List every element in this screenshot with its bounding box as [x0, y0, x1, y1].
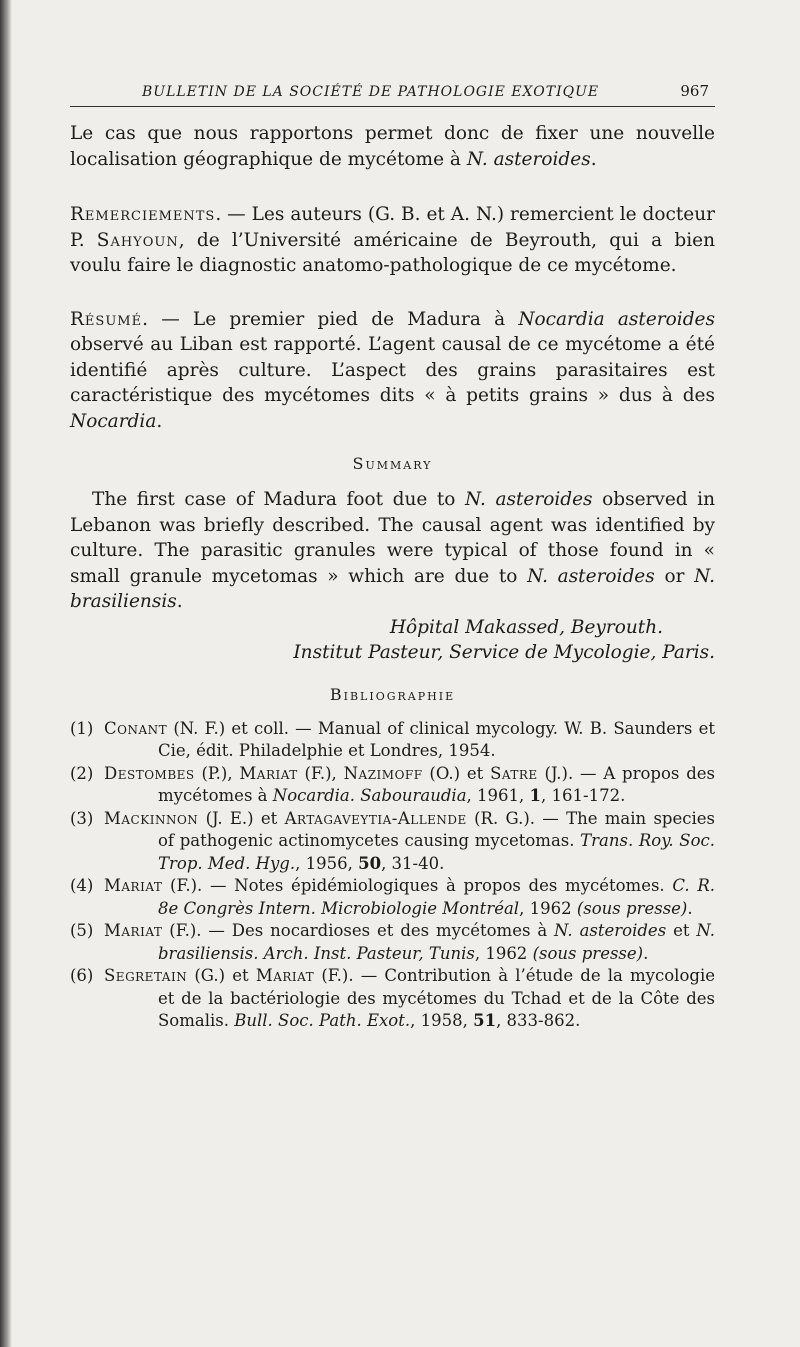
reference-item: (3) Mackinnon (J. E.) et Artagaveytia-Allende (R. G.). — The main species of pathogenic actinomycetes causing mycetomas. Trans. Roy. Soc. Trop. Med. Hyg., 1956, 50, 31-40. — [70, 808, 715, 873]
bibliography-list — [70, 718, 715, 1033]
page — [70, 70, 715, 1033]
resume-paragraph: Résumé. — Le premier pied de Madura à Nocardia asteroides observé au Liban est rapporté. L’agent causal de ce mycétome a été identifié après culture. L’aspect des grains parasitaires est caractéristique des mycétomes dits « à petits grains » dus à des Nocardia. — [70, 308, 715, 432]
conclusion-paragraph: Le cas que nous rapportons permet donc de fixer une nouvelle localisation géographique de mycétome à N. asteroides. — [70, 123, 715, 170]
running-title: BULLETIN DE LA SOCIÉTÉ DE PATHOLOGIE EXOTIQUE — [142, 84, 600, 100]
reference-item: (6) Segretain (G.) et Mariat (F.). — Contribution à l’étude de la mycologie et de la bactériologie des mycétomes du Tchad et de la Côte des Somalis. Bull. Soc. Path. Exot., 1958, 51, 833-862. — [70, 966, 715, 1030]
page-number: 967 — [680, 82, 709, 100]
running-header — [70, 70, 715, 107]
page-binding-edge — [0, 0, 12, 1347]
acknowledgements-label: Remerciements — [70, 204, 216, 225]
reference-item: (1) Conant (N. F.) et coll. — Manual of clinical mycology. W. B. Saunders et Cie, édit. Philadelphie et Londres, 1954. — [70, 718, 715, 760]
summary-paragraph: The first case of Madura foot due to N. asteroides observed in Lebanon was briefly described. The causal agent was identified by culture. The parasitic granules were typical of those found in « small granule mycetomas » which are due to N. asteroides or N. brasiliensis. — [70, 489, 716, 612]
acknowledgements-paragraph: Remerciements. — Les auteurs (G. B. et A. N.) remercient le docteur P. Sahyoun, de l’Université américaine de Beyrouth, qui a bien voulu faire le diagnostic anatomo-pathologique de ce mycétome. — [70, 204, 715, 276]
reference-item: (2) Destombes (P.), Mariat (F.), Nazimoff (O.) et Satre (J.). — A propos des mycétomes à Nocardia. Sabouraudia, 1961, 1, 161-172. — [70, 763, 715, 805]
reference-item: (5) Mariat (F.). — Des nocardioses et des mycétomes à N. asteroides et N. brasiliensis. Arch. Inst. Pasteur, Tunis, 1962 (sous presse). — [70, 921, 715, 963]
summary-heading: Summary — [352, 454, 433, 473]
affiliation-institute: Institut Pasteur, Service de Mycologie, Paris. — [293, 641, 715, 663]
bibliography-heading: Bibliographie — [329, 684, 456, 704]
affiliation-hospital: Hôpital Makassed, Beyrouth. — [389, 616, 663, 638]
reference-item: (4) Mariat (F.). — Notes épidémiologiques à propos des mycétomes. C. R. 8e Congrès Intern. Microbiologie Montréal, 1962 (sous presse). — [70, 876, 715, 918]
resume-label: Résumé — [70, 308, 143, 330]
